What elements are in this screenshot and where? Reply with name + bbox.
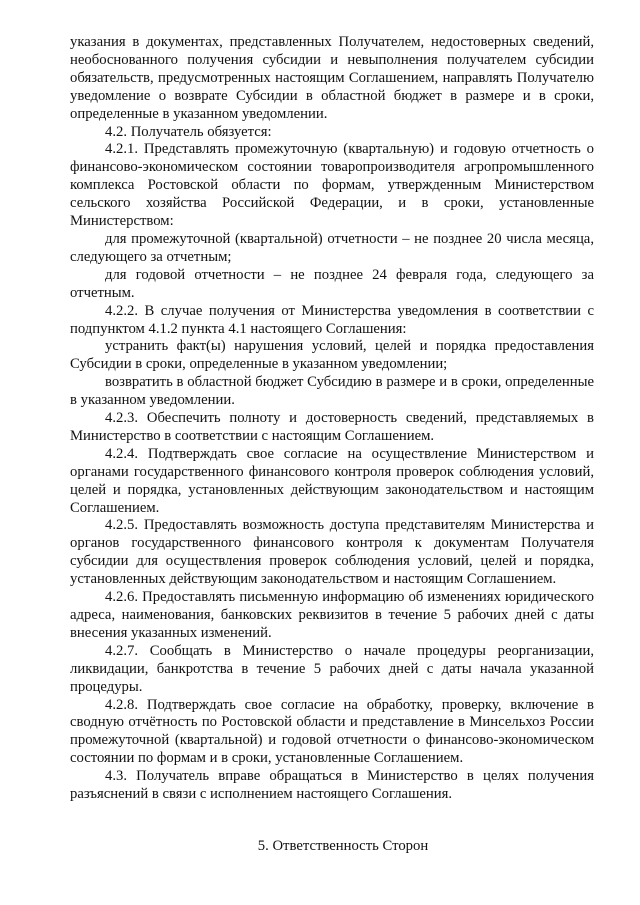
paragraph-4-2-3: 4.2.3. Обеспечить полноту и достоверность сведений, представляемых в Министерство в соответствии с настоящим Соглашением.	[70, 410, 594, 444]
paragraph-4-2-7: 4.2.7. Сообщать в Министерство о начале процедуры реорганизации, ликвидации, банкротства в течение 5 рабочих дней с даты начала указанной процедуры.	[70, 642, 594, 695]
paragraph-interim-reporting: для промежуточной (квартальной) отчетности – не позднее 20 числа месяца, следующего за отчетным;	[70, 230, 594, 265]
section-heading: 5. Ответственность Сторон	[257, 837, 429, 854]
paragraph-return-subsidy: возвратить в областной бюджет Субсидию в размере и в сроки, определенные в указанном уведомлении.	[70, 374, 594, 409]
paragraph-eliminate-violations: устранить факт(ы) нарушения условий, целей и порядка предоставления Субсидии в сроки, определенные в указанном уведомлении;	[70, 338, 594, 373]
document-page	[70, 34, 594, 856]
paragraph-4-2-1: 4.2.1. Представлять промежуточную (квартальную) и годовую отчетность о финансово-экономическом состоянии товаропроизводителя агропромышленного комплекса Ростовской области по формам, утвержденным Министерством сельского хозяйства Российской Федерации, и в сроки, установленные Министерством:	[70, 141, 594, 230]
paragraph-continuation: указания в документах, представленных Получателем, недостоверных сведений, необоснованного получения субсидии и невыполнения получателем субсидии обязательств, предусмотренных настоящим Соглашением, направлять Получателю уведомление о возврате Субсидии в областной бюджет в размере и в сроки, определенные в указанном уведомлении.	[70, 34, 594, 122]
paragraph-4-2-6: 4.2.6. Предоставлять письменную информацию об изменениях юридического адреса, наименования, банковских реквизитов в течение 5 рабочих дней с даты внесения указанных изменений.	[70, 589, 594, 641]
paragraph-annual-reporting: для годовой отчетности – не позднее 24 февраля года, следующего за отчетным.	[70, 266, 594, 301]
paragraph-4-3: 4.3. Получатель вправе обращаться в Министерство в целях получения разъяснений в связи с исполнением настоящего Соглашения.	[70, 768, 594, 803]
paragraph-4-2-4: 4.2.4. Подтверждать свое согласие на осуществление Министерством и органами государственного финансового контроля проверок соблюдения условий, целей и порядка, установленных действующим законодательством и настоящим Соглашением.	[70, 445, 594, 516]
paragraph-4-2-2: 4.2.2. В случае получения от Министерства уведомления в соответствии с подпунктом 4.1.2 пункта 4.1 настоящего Соглашения:	[70, 302, 594, 337]
paragraph-4-2-8: 4.2.8. Подтверждать свое согласие на обработку, проверку, включение в сводную отчётность по Ростовской области и представление в Минсельхоз России промежуточной (квартальной) и годовой отчетности о финансово-экономическом состоянии по формам и в сроки, установленные Соглашением.	[70, 696, 594, 767]
paragraph-4-2-5: 4.2.5. Предоставлять возможность доступа представителям Министерства и органов государственного финансового контроля к документам Получателя субсидии для осуществления проверок соблюдения условий, целей и порядка, установленных действующим законодательством и настоящим Соглашением.	[70, 517, 594, 588]
paragraph-4-2: 4.2. Получатель обязуется:	[105, 123, 272, 140]
